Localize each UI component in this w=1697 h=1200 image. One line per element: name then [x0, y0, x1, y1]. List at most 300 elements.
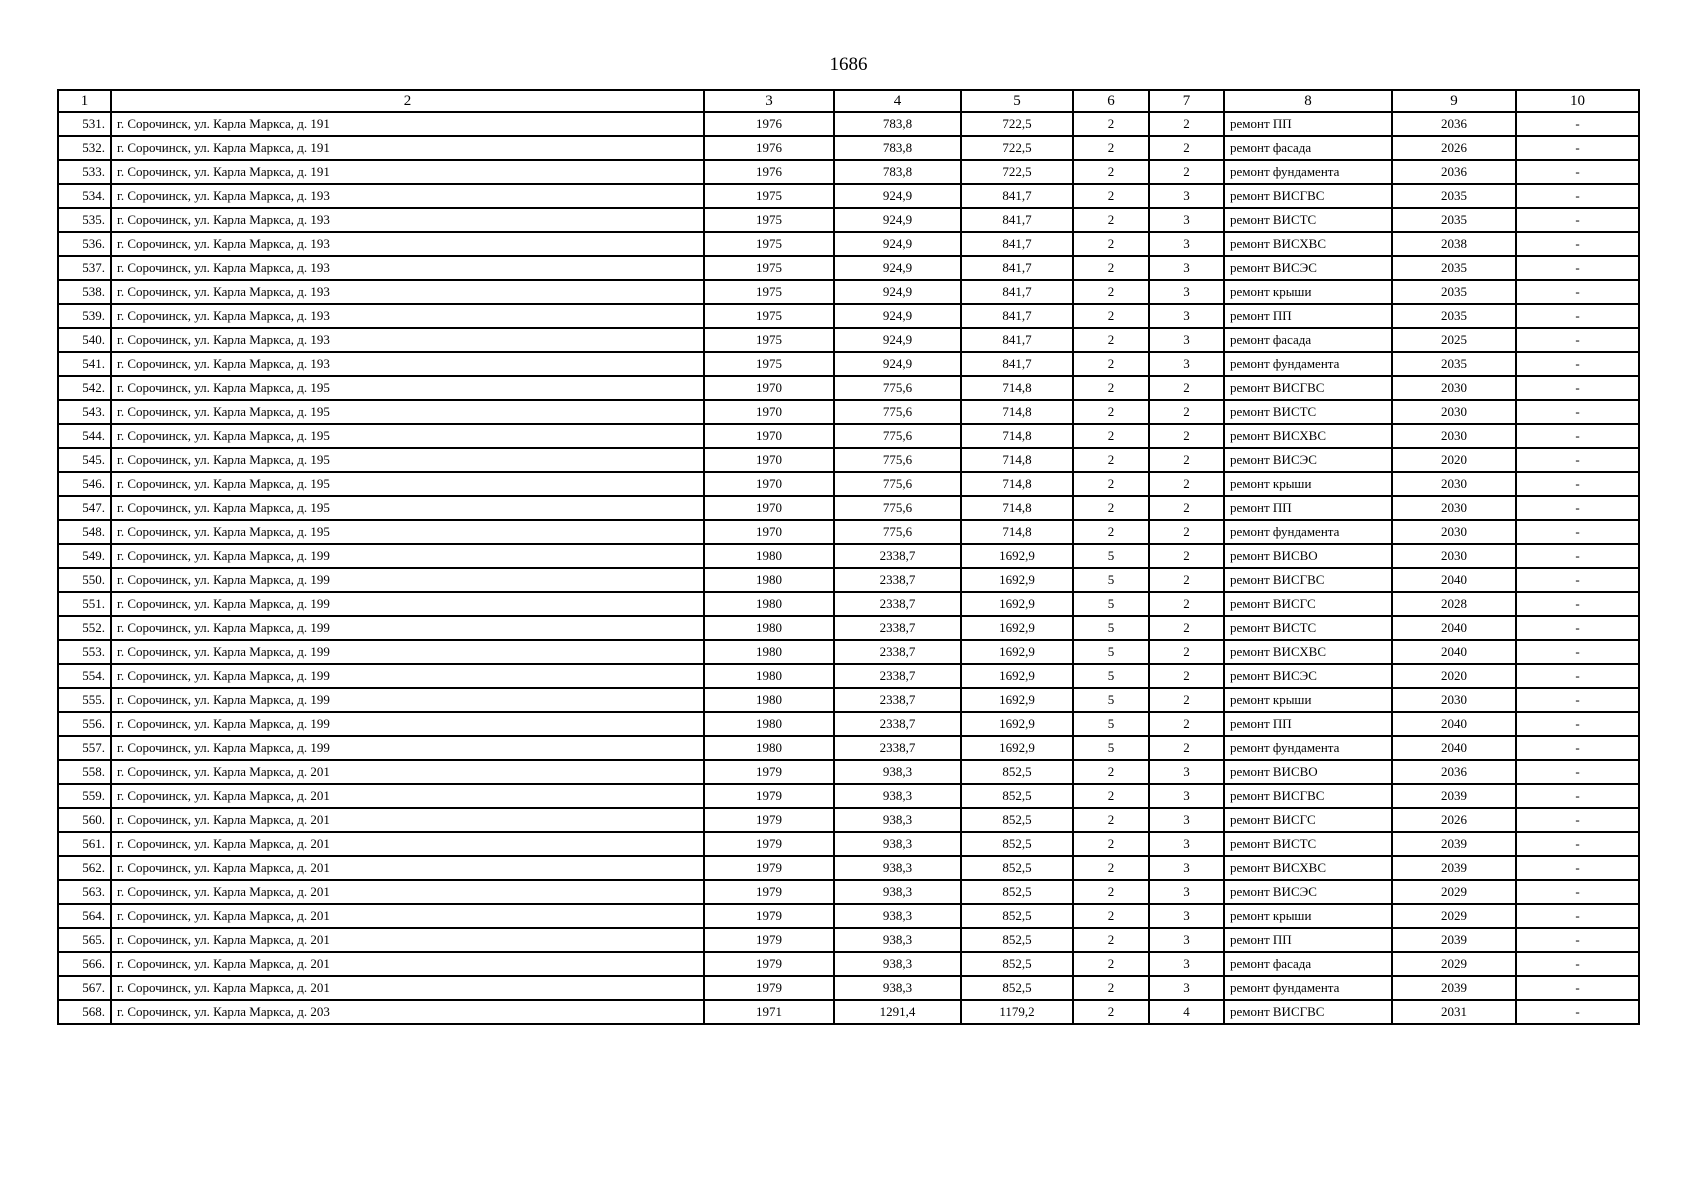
cell-col-9: 2035 [1392, 352, 1516, 376]
cell-col-7: 3 [1149, 952, 1224, 976]
cell-col-10: - [1516, 256, 1639, 280]
cell-col-3: 1979 [704, 856, 834, 880]
cell-col-5: 1692,9 [961, 712, 1073, 736]
cell-col-9: 2036 [1392, 160, 1516, 184]
table-row [58, 472, 1639, 496]
cell-col-9: 2035 [1392, 280, 1516, 304]
cell-col-10: - [1516, 664, 1639, 688]
cell-col-9: 2040 [1392, 736, 1516, 760]
cell-col-8: ремонт ВИСЭС [1224, 256, 1392, 280]
cell-col-8: ремонт крыши [1224, 688, 1392, 712]
cell-col-3: 1975 [704, 304, 834, 328]
cell-col-2: г. Сорочинск, ул. Карла Маркса, д. 195 [111, 448, 704, 472]
cell-col-1: 559. [58, 784, 111, 808]
cell-col-1: 537. [58, 256, 111, 280]
cell-col-6: 2 [1073, 232, 1149, 256]
cell-col-3: 1970 [704, 448, 834, 472]
cell-col-2: г. Сорочинск, ул. Карла Маркса, д. 201 [111, 904, 704, 928]
cell-col-7: 3 [1149, 328, 1224, 352]
cell-col-2: г. Сорочинск, ул. Карла Маркса, д. 193 [111, 208, 704, 232]
cell-col-4: 2338,7 [834, 568, 961, 592]
cell-col-6: 5 [1073, 544, 1149, 568]
cell-col-3: 1975 [704, 184, 834, 208]
cell-col-7: 3 [1149, 232, 1224, 256]
cell-col-5: 1692,9 [961, 688, 1073, 712]
cell-col-2: г. Сорочинск, ул. Карла Маркса, д. 195 [111, 424, 704, 448]
cell-col-7: 3 [1149, 976, 1224, 1000]
cell-col-7: 3 [1149, 832, 1224, 856]
cell-col-10: - [1516, 688, 1639, 712]
cell-col-1: 561. [58, 832, 111, 856]
cell-col-9: 2030 [1392, 544, 1516, 568]
table-row [58, 544, 1639, 568]
cell-col-7: 2 [1149, 112, 1224, 136]
cell-col-10: - [1516, 592, 1639, 616]
cell-col-9: 2035 [1392, 208, 1516, 232]
cell-col-8: ремонт ВИСХВС [1224, 640, 1392, 664]
cell-col-2: г. Сорочинск, ул. Карла Маркса, д. 199 [111, 664, 704, 688]
cell-col-7: 2 [1149, 400, 1224, 424]
cell-col-5: 852,5 [961, 856, 1073, 880]
column-header-1: 1 [58, 90, 111, 112]
table-row [58, 928, 1639, 952]
cell-col-1: 566. [58, 952, 111, 976]
cell-col-6: 2 [1073, 448, 1149, 472]
cell-col-4: 2338,7 [834, 712, 961, 736]
table-row [58, 880, 1639, 904]
cell-col-2: г. Сорочинск, ул. Карла Маркса, д. 199 [111, 712, 704, 736]
cell-col-8: ремонт ВИСХВС [1224, 232, 1392, 256]
cell-col-7: 2 [1149, 520, 1224, 544]
cell-col-4: 924,9 [834, 256, 961, 280]
cell-col-8: ремонт фундамента [1224, 976, 1392, 1000]
cell-col-8: ремонт фасада [1224, 136, 1392, 160]
cell-col-4: 775,6 [834, 496, 961, 520]
cell-col-8: ремонт фундамента [1224, 352, 1392, 376]
cell-col-10: - [1516, 544, 1639, 568]
cell-col-2: г. Сорочинск, ул. Карла Маркса, д. 203 [111, 1000, 704, 1024]
column-header-6: 6 [1073, 90, 1149, 112]
cell-col-5: 1692,9 [961, 664, 1073, 688]
cell-col-10: - [1516, 880, 1639, 904]
cell-col-10: - [1516, 808, 1639, 832]
cell-col-6: 5 [1073, 568, 1149, 592]
cell-col-7: 3 [1149, 856, 1224, 880]
cell-col-4: 775,6 [834, 448, 961, 472]
cell-col-5: 852,5 [961, 904, 1073, 928]
cell-col-8: ремонт ВИСВО [1224, 544, 1392, 568]
cell-col-1: 536. [58, 232, 111, 256]
cell-col-3: 1979 [704, 952, 834, 976]
cell-col-2: г. Сорочинск, ул. Карла Маркса, д. 191 [111, 160, 704, 184]
cell-col-10: - [1516, 232, 1639, 256]
cell-col-5: 1692,9 [961, 616, 1073, 640]
cell-col-5: 714,8 [961, 496, 1073, 520]
cell-col-3: 1971 [704, 1000, 834, 1024]
cell-col-10: - [1516, 304, 1639, 328]
cell-col-5: 714,8 [961, 448, 1073, 472]
cell-col-7: 4 [1149, 1000, 1224, 1024]
cell-col-8: ремонт фундамента [1224, 160, 1392, 184]
cell-col-2: г. Сорочинск, ул. Карла Маркса, д. 201 [111, 832, 704, 856]
cell-col-6: 2 [1073, 352, 1149, 376]
page-number: 1686 [829, 54, 868, 75]
cell-col-3: 1970 [704, 472, 834, 496]
table-row [58, 736, 1639, 760]
table-row [58, 160, 1639, 184]
cell-col-4: 2338,7 [834, 664, 961, 688]
cell-col-6: 2 [1073, 424, 1149, 448]
table-row [58, 904, 1639, 928]
cell-col-7: 3 [1149, 280, 1224, 304]
cell-col-6: 5 [1073, 592, 1149, 616]
cell-col-1: 543. [58, 400, 111, 424]
cell-col-7: 3 [1149, 808, 1224, 832]
cell-col-3: 1979 [704, 784, 834, 808]
cell-col-7: 2 [1149, 544, 1224, 568]
cell-col-8: ремонт ПП [1224, 304, 1392, 328]
cell-col-7: 2 [1149, 664, 1224, 688]
cell-col-4: 2338,7 [834, 592, 961, 616]
cell-col-5: 841,7 [961, 232, 1073, 256]
table-row [58, 760, 1639, 784]
cell-col-1: 554. [58, 664, 111, 688]
cell-col-8: ремонт фасада [1224, 952, 1392, 976]
cell-col-6: 2 [1073, 496, 1149, 520]
cell-col-8: ремонт ВИСВО [1224, 760, 1392, 784]
cell-col-1: 548. [58, 520, 111, 544]
cell-col-9: 2035 [1392, 256, 1516, 280]
cell-col-7: 3 [1149, 304, 1224, 328]
cell-col-1: 551. [58, 592, 111, 616]
table-row [58, 400, 1639, 424]
cell-col-9: 2026 [1392, 136, 1516, 160]
table-row [58, 208, 1639, 232]
cell-col-10: - [1516, 400, 1639, 424]
column-header-8: 8 [1224, 90, 1392, 112]
cell-col-1: 534. [58, 184, 111, 208]
cell-col-4: 938,3 [834, 856, 961, 880]
table-row [58, 520, 1639, 544]
cell-col-5: 852,5 [961, 976, 1073, 1000]
cell-col-4: 775,6 [834, 424, 961, 448]
table-row [58, 616, 1639, 640]
cell-col-8: ремонт ВИСГВС [1224, 376, 1392, 400]
cell-col-6: 2 [1073, 976, 1149, 1000]
cell-col-9: 2030 [1392, 472, 1516, 496]
cell-col-1: 556. [58, 712, 111, 736]
cell-col-6: 5 [1073, 688, 1149, 712]
cell-col-7: 2 [1149, 424, 1224, 448]
cell-col-2: г. Сорочинск, ул. Карла Маркса, д. 193 [111, 328, 704, 352]
cell-col-9: 2038 [1392, 232, 1516, 256]
cell-col-7: 2 [1149, 136, 1224, 160]
cell-col-6: 2 [1073, 328, 1149, 352]
cell-col-2: г. Сорочинск, ул. Карла Маркса, д. 193 [111, 280, 704, 304]
cell-col-1: 560. [58, 808, 111, 832]
cell-col-5: 841,7 [961, 352, 1073, 376]
cell-col-4: 2338,7 [834, 736, 961, 760]
cell-col-6: 2 [1073, 136, 1149, 160]
cell-col-10: - [1516, 760, 1639, 784]
cell-col-4: 775,6 [834, 376, 961, 400]
cell-col-8: ремонт ВИСХВС [1224, 424, 1392, 448]
cell-col-5: 852,5 [961, 952, 1073, 976]
table-row [58, 952, 1639, 976]
cell-col-7: 2 [1149, 616, 1224, 640]
cell-col-5: 722,5 [961, 160, 1073, 184]
cell-col-8: ремонт ВИСГВС [1224, 1000, 1392, 1024]
cell-col-5: 714,8 [961, 424, 1073, 448]
cell-col-3: 1975 [704, 256, 834, 280]
cell-col-9: 2030 [1392, 376, 1516, 400]
cell-col-7: 3 [1149, 760, 1224, 784]
cell-col-9: 2029 [1392, 904, 1516, 928]
cell-col-8: ремонт крыши [1224, 280, 1392, 304]
table-row [58, 856, 1639, 880]
cell-col-10: - [1516, 280, 1639, 304]
table-row [58, 568, 1639, 592]
cell-col-4: 2338,7 [834, 688, 961, 712]
cell-col-10: - [1516, 520, 1639, 544]
cell-col-8: ремонт ПП [1224, 712, 1392, 736]
cell-col-1: 540. [58, 328, 111, 352]
cell-col-2: г. Сорочинск, ул. Карла Маркса, д. 199 [111, 640, 704, 664]
cell-col-3: 1979 [704, 976, 834, 1000]
cell-col-4: 783,8 [834, 160, 961, 184]
cell-col-4: 783,8 [834, 136, 961, 160]
cell-col-4: 775,6 [834, 400, 961, 424]
cell-col-3: 1980 [704, 544, 834, 568]
cell-col-6: 2 [1073, 760, 1149, 784]
cell-col-7: 3 [1149, 256, 1224, 280]
table-row [58, 832, 1639, 856]
cell-col-2: г. Сорочинск, ул. Карла Маркса, д. 195 [111, 520, 704, 544]
cell-col-8: ремонт ВИСЭС [1224, 448, 1392, 472]
cell-col-4: 938,3 [834, 784, 961, 808]
table-row [58, 136, 1639, 160]
table-row [58, 784, 1639, 808]
cell-col-4: 2338,7 [834, 640, 961, 664]
cell-col-3: 1979 [704, 760, 834, 784]
cell-col-3: 1979 [704, 808, 834, 832]
cell-col-3: 1970 [704, 520, 834, 544]
cell-col-9: 2039 [1392, 976, 1516, 1000]
cell-col-5: 1692,9 [961, 544, 1073, 568]
cell-col-1: 538. [58, 280, 111, 304]
cell-col-4: 938,3 [834, 808, 961, 832]
cell-col-5: 722,5 [961, 112, 1073, 136]
cell-col-4: 775,6 [834, 472, 961, 496]
cell-col-2: г. Сорочинск, ул. Карла Маркса, д. 199 [111, 568, 704, 592]
cell-col-5: 714,8 [961, 376, 1073, 400]
cell-col-7: 3 [1149, 784, 1224, 808]
cell-col-5: 714,8 [961, 472, 1073, 496]
table-row [58, 304, 1639, 328]
cell-col-5: 841,7 [961, 184, 1073, 208]
cell-col-6: 2 [1073, 952, 1149, 976]
cell-col-1: 549. [58, 544, 111, 568]
column-header-7: 7 [1149, 90, 1224, 112]
cell-col-7: 3 [1149, 184, 1224, 208]
table-row [58, 376, 1639, 400]
cell-col-4: 2338,7 [834, 616, 961, 640]
cell-col-1: 555. [58, 688, 111, 712]
cell-col-6: 2 [1073, 184, 1149, 208]
cell-col-4: 938,3 [834, 832, 961, 856]
cell-col-8: ремонт ВИСТС [1224, 832, 1392, 856]
cell-col-5: 852,5 [961, 928, 1073, 952]
cell-col-10: - [1516, 976, 1639, 1000]
cell-col-3: 1980 [704, 616, 834, 640]
column-header-9: 9 [1392, 90, 1516, 112]
cell-col-8: ремонт ВИСГВС [1224, 184, 1392, 208]
cell-col-6: 2 [1073, 856, 1149, 880]
cell-col-8: ремонт фасада [1224, 328, 1392, 352]
cell-col-1: 533. [58, 160, 111, 184]
cell-col-3: 1980 [704, 736, 834, 760]
cell-col-1: 535. [58, 208, 111, 232]
cell-col-4: 2338,7 [834, 544, 961, 568]
cell-col-9: 2039 [1392, 832, 1516, 856]
cell-col-8: ремонт ВИСЭС [1224, 880, 1392, 904]
cell-col-1: 557. [58, 736, 111, 760]
cell-col-7: 2 [1149, 592, 1224, 616]
cell-col-3: 1970 [704, 400, 834, 424]
cell-col-2: г. Сорочинск, ул. Карла Маркса, д. 191 [111, 136, 704, 160]
cell-col-7: 2 [1149, 736, 1224, 760]
table-body [58, 112, 1639, 1024]
cell-col-3: 1980 [704, 568, 834, 592]
cell-col-2: г. Сорочинск, ул. Карла Маркса, д. 195 [111, 496, 704, 520]
cell-col-10: - [1516, 952, 1639, 976]
cell-col-4: 924,9 [834, 208, 961, 232]
cell-col-10: - [1516, 160, 1639, 184]
table-row [58, 496, 1639, 520]
cell-col-1: 552. [58, 616, 111, 640]
cell-col-2: г. Сорочинск, ул. Карла Маркса, д. 199 [111, 544, 704, 568]
cell-col-9: 2039 [1392, 856, 1516, 880]
cell-col-9: 2020 [1392, 664, 1516, 688]
cell-col-10: - [1516, 928, 1639, 952]
cell-col-6: 2 [1073, 376, 1149, 400]
cell-col-2: г. Сорочинск, ул. Карла Маркса, д. 195 [111, 400, 704, 424]
cell-col-5: 852,5 [961, 784, 1073, 808]
cell-col-1: 553. [58, 640, 111, 664]
cell-col-4: 938,3 [834, 880, 961, 904]
cell-col-1: 562. [58, 856, 111, 880]
table-row [58, 232, 1639, 256]
cell-col-10: - [1516, 856, 1639, 880]
cell-col-8: ремонт ВИСГВС [1224, 784, 1392, 808]
cell-col-6: 2 [1073, 832, 1149, 856]
cell-col-2: г. Сорочинск, ул. Карла Маркса, д. 193 [111, 184, 704, 208]
cell-col-5: 841,7 [961, 256, 1073, 280]
cell-col-1: 544. [58, 424, 111, 448]
cell-col-4: 924,9 [834, 280, 961, 304]
cell-col-6: 5 [1073, 640, 1149, 664]
cell-col-7: 3 [1149, 880, 1224, 904]
cell-col-3: 1980 [704, 664, 834, 688]
cell-col-5: 841,7 [961, 304, 1073, 328]
table-row [58, 592, 1639, 616]
cell-col-4: 775,6 [834, 520, 961, 544]
cell-col-9: 2020 [1392, 448, 1516, 472]
cell-col-5: 1692,9 [961, 736, 1073, 760]
cell-col-9: 2030 [1392, 688, 1516, 712]
cell-col-9: 2030 [1392, 520, 1516, 544]
cell-col-1: 545. [58, 448, 111, 472]
cell-col-10: - [1516, 448, 1639, 472]
table-row [58, 664, 1639, 688]
column-header-2: 2 [111, 90, 704, 112]
cell-col-6: 5 [1073, 736, 1149, 760]
cell-col-4: 1291,4 [834, 1000, 961, 1024]
cell-col-10: - [1516, 136, 1639, 160]
cell-col-7: 2 [1149, 160, 1224, 184]
cell-col-5: 1692,9 [961, 640, 1073, 664]
cell-col-7: 2 [1149, 448, 1224, 472]
table-row [58, 184, 1639, 208]
cell-col-3: 1980 [704, 592, 834, 616]
cell-col-8: ремонт ВИСГС [1224, 592, 1392, 616]
cell-col-3: 1975 [704, 352, 834, 376]
table-row [58, 808, 1639, 832]
cell-col-10: - [1516, 328, 1639, 352]
cell-col-4: 938,3 [834, 928, 961, 952]
cell-col-1: 550. [58, 568, 111, 592]
cell-col-3: 1975 [704, 280, 834, 304]
cell-col-1: 547. [58, 496, 111, 520]
cell-col-1: 539. [58, 304, 111, 328]
cell-col-2: г. Сорочинск, ул. Карла Маркса, д. 195 [111, 472, 704, 496]
cell-col-9: 2031 [1392, 1000, 1516, 1024]
cell-col-8: ремонт ПП [1224, 112, 1392, 136]
cell-col-1: 546. [58, 472, 111, 496]
cell-col-9: 2029 [1392, 880, 1516, 904]
table-row [58, 424, 1639, 448]
column-header-4: 4 [834, 90, 961, 112]
cell-col-10: - [1516, 640, 1639, 664]
cell-col-7: 2 [1149, 712, 1224, 736]
cell-col-5: 1692,9 [961, 592, 1073, 616]
cell-col-4: 783,8 [834, 112, 961, 136]
cell-col-2: г. Сорочинск, ул. Карла Маркса, д. 201 [111, 928, 704, 952]
cell-col-3: 1970 [704, 424, 834, 448]
header-row [58, 90, 1639, 112]
cell-col-7: 3 [1149, 904, 1224, 928]
cell-col-1: 542. [58, 376, 111, 400]
cell-col-6: 2 [1073, 160, 1149, 184]
cell-col-9: 2036 [1392, 760, 1516, 784]
cell-col-1: 567. [58, 976, 111, 1000]
cell-col-8: ремонт ВИСТС [1224, 400, 1392, 424]
cell-col-6: 2 [1073, 808, 1149, 832]
cell-col-7: 2 [1149, 376, 1224, 400]
cell-col-10: - [1516, 832, 1639, 856]
cell-col-6: 2 [1073, 208, 1149, 232]
cell-col-9: 2040 [1392, 712, 1516, 736]
cell-col-6: 2 [1073, 256, 1149, 280]
cell-col-5: 852,5 [961, 832, 1073, 856]
cell-col-8: ремонт фундамента [1224, 736, 1392, 760]
cell-col-5: 1179,2 [961, 1000, 1073, 1024]
cell-col-6: 2 [1073, 904, 1149, 928]
cell-col-3: 1975 [704, 328, 834, 352]
cell-col-7: 3 [1149, 352, 1224, 376]
cell-col-7: 2 [1149, 472, 1224, 496]
cell-col-9: 2028 [1392, 592, 1516, 616]
